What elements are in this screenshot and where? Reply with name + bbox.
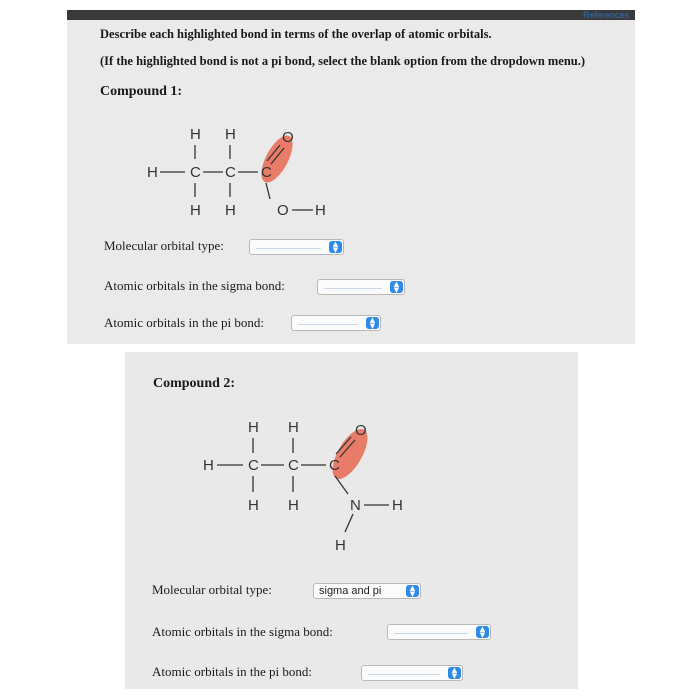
- compound-2-structure: [198, 404, 438, 554]
- atom-h: H: [248, 497, 259, 514]
- chevron-updown-icon: ▲ ▼: [329, 241, 342, 253]
- references-link[interactable]: References: [582, 10, 629, 20]
- molecular-orbital-type-select[interactable]: [249, 239, 344, 255]
- atom-c: C: [248, 457, 259, 474]
- atom-h: H: [147, 164, 158, 181]
- chevron-updown-icon: ▲ ▼: [448, 667, 461, 679]
- sigma-bond-label: Atomic orbitals in the sigma bond:: [152, 624, 333, 639]
- pi-bond-label: Atomic orbitals in the pi bond:: [104, 315, 264, 330]
- compound-2-panel: [125, 352, 578, 689]
- atom-o: O: [277, 202, 289, 219]
- pi-bond-select[interactable]: [291, 315, 381, 331]
- atom-h: H: [335, 537, 346, 554]
- atom-h: H: [392, 497, 403, 514]
- atom-h: H: [248, 419, 259, 436]
- pi-bond-label: Atomic orbitals in the pi bond:: [152, 664, 312, 679]
- atom-h: H: [315, 202, 326, 219]
- chevron-updown-icon: ▲ ▼: [406, 585, 419, 597]
- atom-c: C: [329, 457, 340, 474]
- highlighted-bond: [326, 424, 375, 484]
- compound-1-panel: [67, 10, 635, 344]
- compound-1-heading: Compound 1:: [100, 84, 183, 99]
- note-text: (If the highlighted bond is not a pi bond, select the blank option from the dropdown menu.): [100, 54, 586, 68]
- atom-c: C: [288, 457, 299, 474]
- atom-h: H: [288, 419, 299, 436]
- sigma-bond-label: Atomic orbitals in the sigma bond:: [104, 278, 285, 293]
- atom-h: H: [190, 202, 201, 219]
- pi-bond-select[interactable]: [361, 665, 463, 681]
- sigma-bond-select[interactable]: [387, 624, 491, 640]
- atom-h: H: [288, 497, 299, 514]
- atom-o: O: [282, 129, 294, 146]
- atom-h: H: [203, 457, 214, 474]
- compound-1-structure: [137, 115, 367, 235]
- atom-n: N: [350, 497, 361, 514]
- atom-h: H: [190, 126, 201, 143]
- molecular-orbital-type-label: Molecular orbital type:: [152, 582, 272, 597]
- molecular-orbital-type-select[interactable]: sigma and pi ▲ ▼: [313, 583, 421, 599]
- molecular-orbital-type-label: Molecular orbital type:: [104, 238, 224, 253]
- atom-c: C: [225, 164, 236, 181]
- atom-h: H: [225, 126, 236, 143]
- atom-c: C: [190, 164, 201, 181]
- top-bar: [67, 10, 635, 20]
- chevron-updown-icon: ▲ ▼: [390, 281, 403, 293]
- sigma-bond-select[interactable]: [317, 279, 405, 295]
- atom-c: C: [261, 164, 272, 181]
- instruction-text: Describe each highlighted bond in terms of the overlap of atomic orbitals.: [100, 27, 492, 41]
- chevron-updown-icon: ▲ ▼: [366, 317, 379, 329]
- chevron-updown-icon: ▲ ▼: [476, 626, 489, 638]
- atom-h: H: [225, 202, 236, 219]
- compound-2-heading: Compound 2:: [153, 376, 236, 391]
- atom-o: O: [355, 422, 367, 439]
